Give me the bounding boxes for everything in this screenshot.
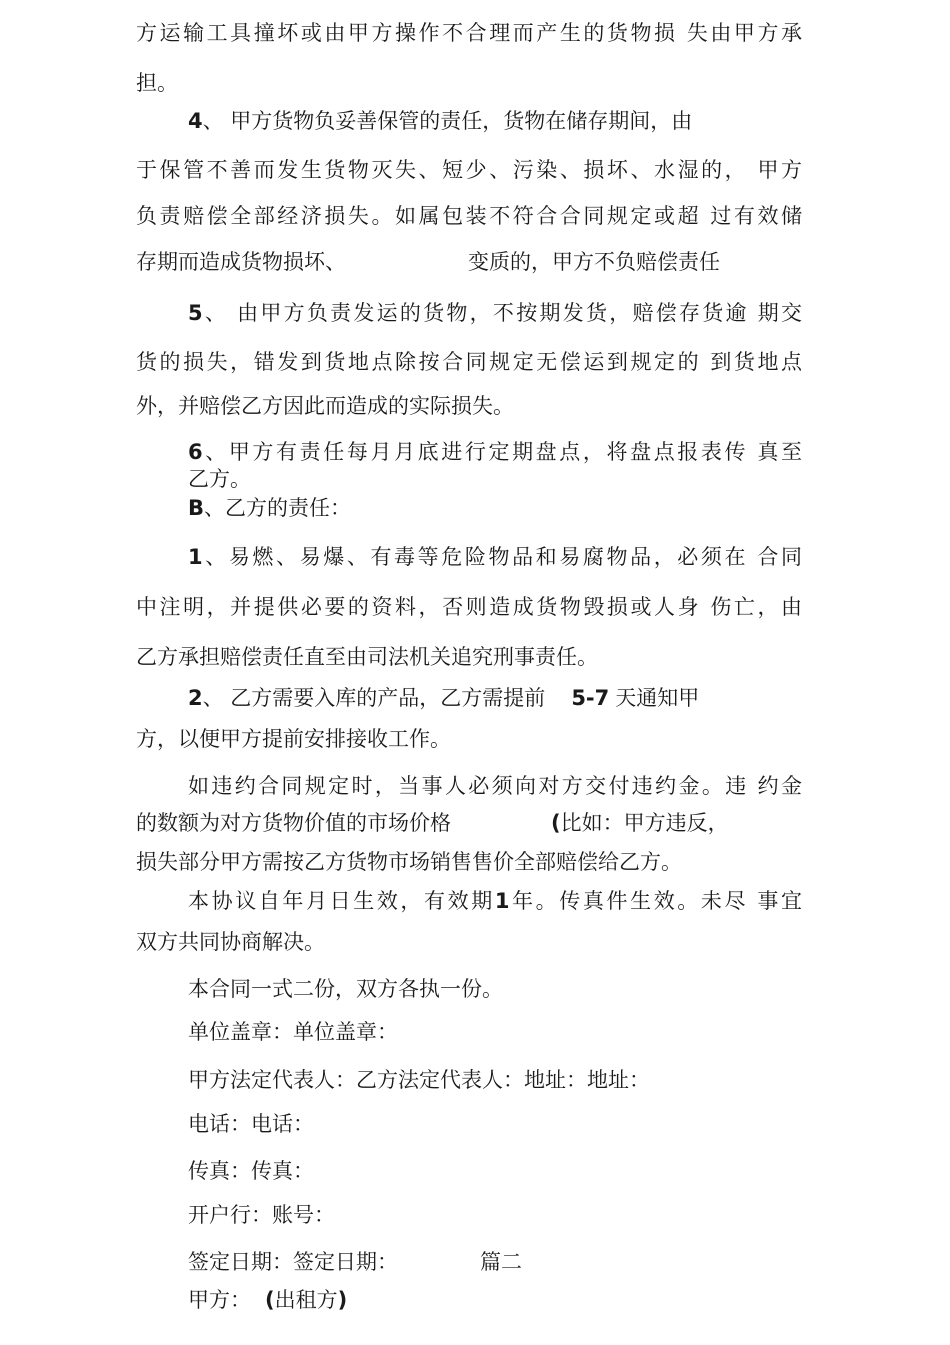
text-segment: 比如：甲方违反， (560, 811, 729, 835)
clause-b1 (188, 544, 802, 570)
section-heading-b (188, 495, 802, 521)
text-line (136, 810, 802, 836)
effective-clause (188, 888, 802, 914)
clause-number: 5 (188, 301, 203, 325)
signature-line-rep: 甲方法定代表人：乙方法定代表人：地址：地址： (188, 1068, 650, 1092)
text-line: 乙方承担赔偿责任直至由司法机关追究刑事责任。 (136, 645, 598, 669)
text-line: 双方共同协商解决。 (136, 930, 325, 954)
text-segment: 的数额为对方货物价值的市场价格 (136, 811, 451, 835)
text-line: 货的损失，错发到货地点除按合同规定无偿运到规定的 到货地点 (136, 350, 802, 374)
clause-number: 6 (188, 440, 203, 464)
text-line: 外，并赔偿乙方因此而造成的实际损失。 (136, 394, 514, 418)
term-years: 1 (494, 889, 510, 913)
signature-line-date (188, 1249, 802, 1275)
paren-open: ( (265, 1288, 275, 1312)
text-line: 方，以便甲方提前安排接收工作。 (136, 727, 451, 751)
clause-text: 、甲方有责任每月月底进行定期盘点，将盘点报表传 真至 (202, 440, 802, 464)
text-line (136, 249, 802, 275)
clause-text: 、 乙方需要入库的产品，乙方需提前 (202, 686, 546, 710)
text-segment: 存期而造成货物损坏、 (136, 250, 346, 274)
signature-line-seal: 单位盖章：单位盖章： (188, 1020, 398, 1044)
text-line: 中注明，并提供必要的资料，否则造成货物毁损或人身 伤亡，由 (136, 595, 802, 619)
text-segment: 年。传真件生效。未尽 事宜 (509, 889, 802, 913)
days-range: 5-7 (571, 686, 610, 710)
clause-number: 4 (188, 109, 203, 133)
clause-text: 、易燃、易爆、有毒等危险物品和易腐物品，必须在 合同 (202, 545, 802, 569)
section-title: 、乙方的责任： (204, 496, 352, 520)
text-segment: 签定日期：签定日期： (188, 1250, 398, 1274)
clause-a4 (188, 108, 802, 134)
text-line: 本合同一式二份，双方各执一份。 (188, 977, 503, 1001)
clause-text: 天通知甲 (615, 686, 700, 710)
clause-number: 1 (188, 545, 203, 569)
text-segment: 甲方： (188, 1288, 251, 1312)
party-a-line (188, 1287, 802, 1313)
text-segment: 变质的，甲方不负赔偿责任 (468, 250, 720, 274)
text-segment: 出租方 (274, 1288, 338, 1312)
text-line: 担。 (136, 71, 178, 95)
signature-line-bank: 开户行：账号： (188, 1203, 335, 1227)
paren-open: ( (551, 811, 561, 835)
text-line: 方运输工具撞坏或由甲方操作不合理而产生的货物损 失由甲方承 (136, 21, 802, 45)
text-line: 如违约合同规定时，当事人必须向对方交付违约金。违 约金 (188, 774, 802, 798)
signature-line-phone: 电话：电话： (188, 1112, 314, 1136)
text-line: 于保管不善而发生货物灭失、短少、污染、损坏、水湿的， 甲方 (136, 158, 802, 182)
section-letter: B (188, 496, 205, 520)
clause-a6 (188, 439, 802, 465)
clause-a5 (188, 300, 802, 326)
clause-text: 、 由甲方负责发运的货物，不按期发货，赔偿存货逾 期交 (202, 301, 802, 325)
clause-b2 (188, 685, 802, 711)
section-marker: 篇二 (480, 1250, 522, 1274)
signature-line-fax: 传真：传真： (188, 1159, 314, 1183)
text-line: 损失部分甲方需按乙方货物市场销售售价全部赔偿给乙方。 (136, 850, 682, 874)
text-line: 乙方。 (188, 467, 251, 491)
clause-text: 、 甲方货物负妥善保管的责任，货物在储存期间，由 (202, 109, 693, 133)
text-line: 负责赔偿全部经济损失。如属包装不符合合同规定或超 过有效储 (136, 204, 802, 228)
clause-number: 2 (188, 686, 203, 710)
paren-close: ) (337, 1288, 348, 1312)
text-segment: 本协议自年月日生效，有效期 (188, 889, 495, 913)
